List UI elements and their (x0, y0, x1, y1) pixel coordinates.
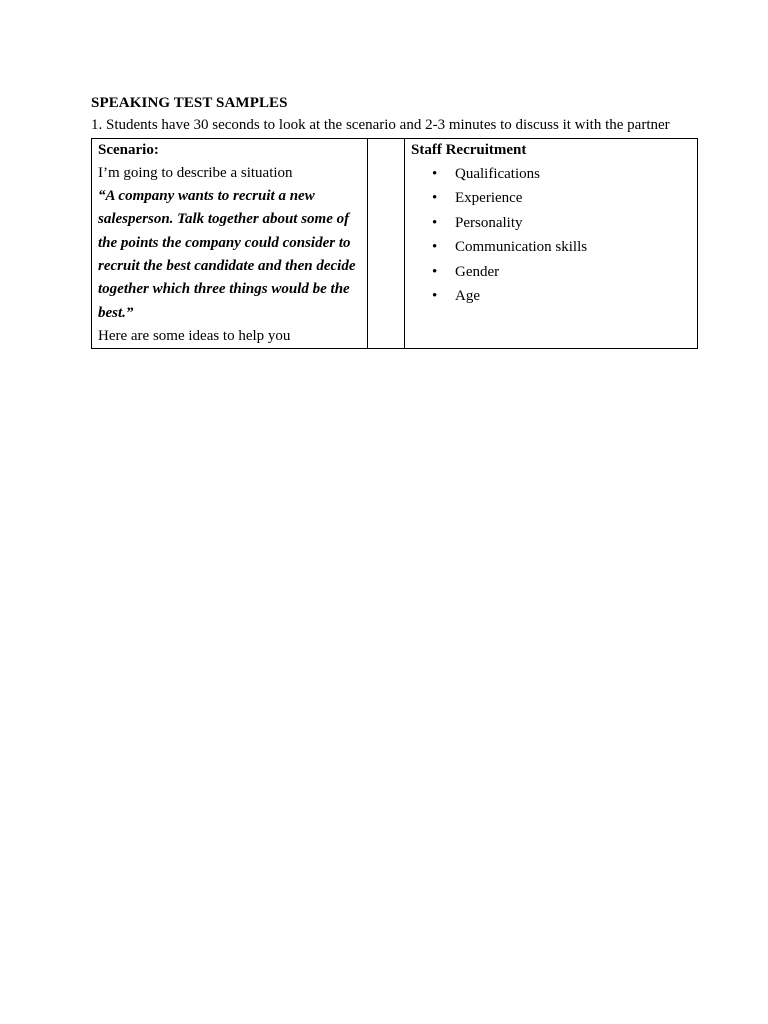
table-row (92, 138, 698, 349)
list-item-label: Gender (455, 263, 500, 280)
ideas-list (411, 162, 691, 309)
scenario-table (91, 138, 698, 350)
bullet-icon: • (432, 190, 438, 207)
empty-cell (368, 138, 405, 349)
bullet-icon: • (432, 165, 438, 182)
bullet-icon: • (432, 214, 438, 231)
list-item-label: Experience (455, 190, 523, 207)
list-item-label: Qualifications (455, 165, 540, 182)
task-instructions: 1. Students have 30 seconds to look at the scenario and 2-3 minutes to discuss it with the partner (91, 117, 670, 133)
list-item (432, 211, 691, 236)
bullet-icon: • (432, 263, 438, 280)
list-item-label: Age (455, 288, 480, 305)
scenario-intro: I’m going to describe a situation (98, 164, 293, 181)
ideas-title: Staff Recruitment (411, 141, 527, 158)
list-item (432, 284, 691, 309)
document-heading: SPEAKING TEST SAMPLES (91, 95, 288, 111)
scenario-label: Scenario: (98, 141, 159, 158)
bullet-icon: • (432, 239, 438, 256)
document-page (91, 93, 696, 349)
ideas-cell (405, 138, 698, 349)
bullet-icon: • (432, 288, 438, 305)
list-item-label: Personality (455, 214, 523, 231)
list-item (432, 186, 691, 211)
scenario-quote: “A company wants to recruit a new salesperson. Talk together about some of the points the company could consider to recruit the best candidate and then decide together which three things would be the best.” (98, 188, 356, 321)
list-item (432, 260, 691, 285)
scenario-closing: Here are some ideas to help you (98, 327, 291, 344)
list-item (432, 162, 691, 187)
list-item-label: Communication skills (455, 239, 588, 256)
scenario-cell (92, 138, 368, 349)
list-item (432, 235, 691, 260)
